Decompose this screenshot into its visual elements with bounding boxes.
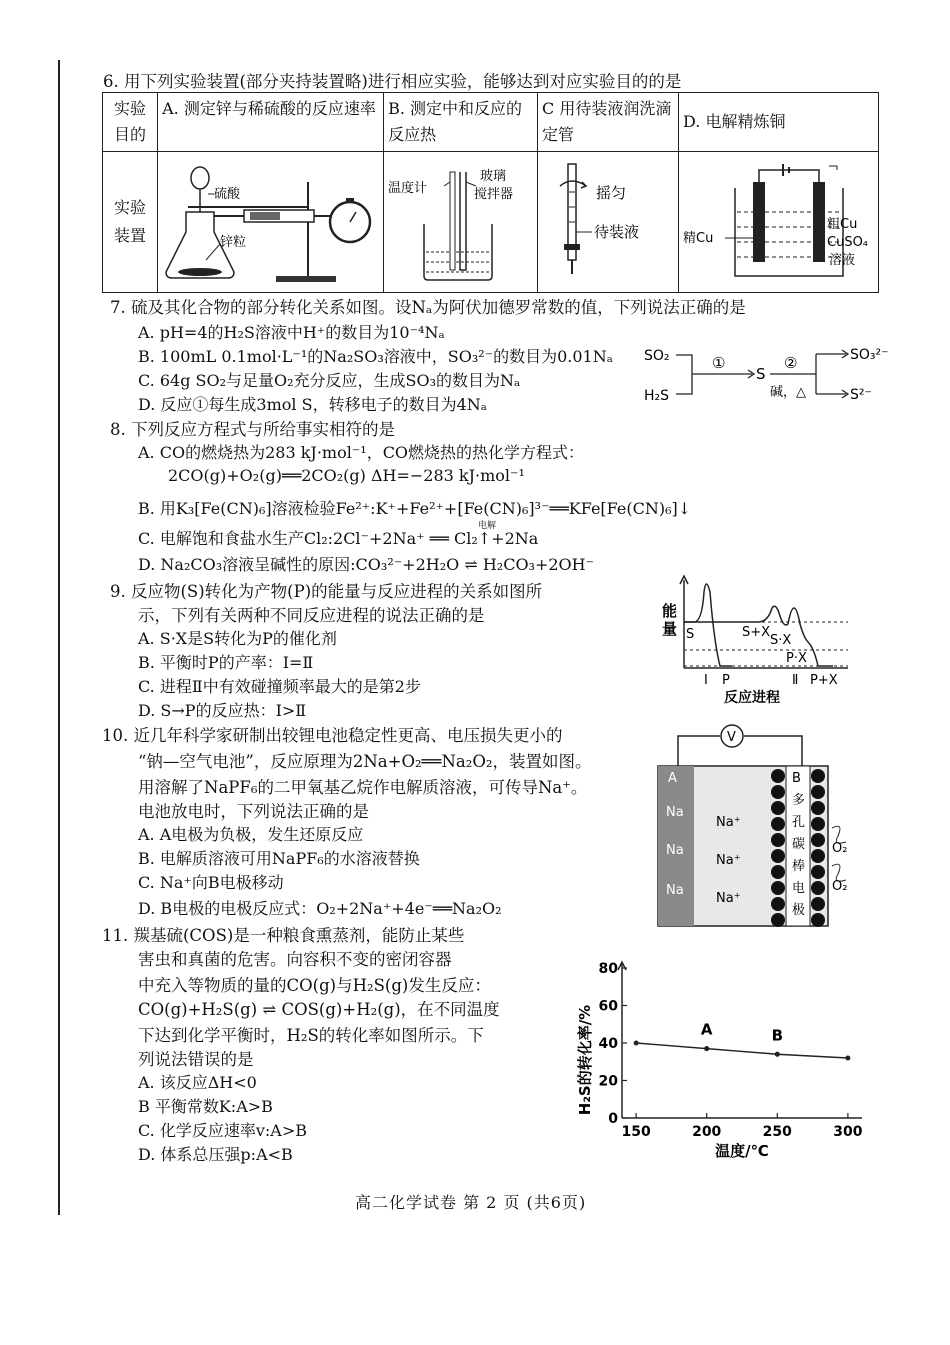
q7-option-a: A. pH=4的H₂S溶液中H⁺的数目为10⁻⁴Nₐ (138, 323, 445, 342)
row-purpose-label: 实验 目的 (103, 93, 158, 152)
q9-i: Ⅰ (704, 673, 708, 688)
fig-c (538, 152, 679, 293)
q11-line-6: 列说法错误的是 (138, 1050, 254, 1069)
q11-option-d: D. 体系总压强p:A<B (138, 1145, 293, 1164)
q11-option-b: B 平衡常数K:A>B (138, 1097, 273, 1116)
chart-data-point (845, 1056, 850, 1061)
q8-option-b: B. 用K₃[Fe(CN)₆]溶液检验Fe²⁺:K⁺+Fe²⁺+[Fe(CN)₆]³⁻══KFe[Fe(CN)₆]↓ (138, 499, 692, 518)
q8-option-d: D. Na₂CO₃溶液呈碱性的原因:CO₃²⁻+2H₂O ⇌ H₂CO₃+2OH⁻ (138, 555, 595, 574)
fig-a (158, 152, 384, 293)
fig-d-pure-label: 精Cu (683, 231, 714, 246)
q10-option-c: C. Na⁺向B电极移动 (138, 873, 284, 892)
q9-p: P (722, 673, 730, 688)
fig-b-stir-label-1: 玻璃 (480, 169, 507, 184)
q9-stem-2: 示，下列有关两种不同反应进程的说法正确的是 (138, 606, 485, 625)
q7-so3: SO₃²⁻ (850, 347, 889, 363)
fig-d (679, 152, 879, 293)
q9-energy-diagram (658, 572, 858, 712)
q7-option-c: C. 64g SO₂与足量O₂充分反应，生成SO₃的数目为Nₐ (138, 371, 521, 390)
q9-option-c: C. 进程Ⅱ中有效碰撞频率最大的是第2步 (138, 677, 421, 696)
fig-d-apparatus (679, 152, 877, 288)
chart-xtick-label: 150 (621, 1124, 651, 1140)
q10-b-char-0: B (792, 771, 801, 786)
q7-s2: S²⁻ (850, 387, 872, 403)
q8-option-c-cond: 电解 (478, 521, 497, 531)
q11-line-5: 下达到化学平衡时，H₂S的转化率如图所示。下 (138, 1026, 484, 1045)
chart-point-label: A (700, 1020, 713, 1039)
chart-xtick-label: 250 (762, 1124, 792, 1140)
chart-ytick-label: 40 (598, 1036, 618, 1052)
q9-ylabel-1: 能 (662, 602, 678, 620)
q9-option-a: A. S·X是S转化为P的催化剂 (138, 629, 337, 648)
q10-naion-2: Na⁺ (716, 853, 741, 868)
q9-px: P+X (810, 673, 838, 688)
q10-b-char-4: 棒 (792, 859, 806, 874)
purpose-a: A. 测定锌与稀硫酸的反应速率 (158, 93, 384, 152)
q10-o2-2: O₂ (832, 879, 848, 894)
q10-line-2: “钠—空气电池”，反应原理为2Na+O₂══Na₂O₂，装置如图。 (138, 752, 592, 771)
q9-xlabel: 反应进程 (724, 690, 780, 706)
chart-ytick-label: 60 (598, 998, 618, 1015)
q11-option-c: C. 化学反应速率v:A>B (138, 1121, 307, 1140)
row-device-label: 实验 装置 (103, 152, 158, 293)
fig-d-crude-label: 粗Cu (827, 217, 858, 232)
q8-option-c: C. 电解饱和食盐水生产Cl₂:2Cl⁻+2Na⁺ ══ Cl₂↑+2Na (138, 529, 539, 548)
q7-step1: ① (712, 354, 726, 372)
q10-voltmeter: V (727, 730, 736, 745)
q8-stem: 8. 下列反应方程式与所给事实相符的是 (110, 420, 395, 439)
purpose-d: D. 电解精炼铜 (679, 93, 879, 152)
fig-b-stir-label-2: 搅拌器 (474, 187, 514, 202)
chart-ylabel: H₂S的转化率/% (576, 1004, 594, 1116)
q10-line-1: 10. 近几年科学家研制出较锂电池稳定性更高、电压损失更小的 (102, 726, 563, 745)
q7-h2s: H₂S (644, 388, 670, 404)
purpose-b: B. 测定中和反应的反应热 (384, 93, 538, 152)
fig-a-zinc-label: 锌粒 (220, 235, 247, 250)
q8-option-a-eq: 2CO(g)+O₂(g)══2CO₂(g) ΔH=−283 kJ·mol⁻¹ (168, 466, 525, 485)
chart-ytick-label: 80 (598, 961, 618, 977)
q7-option-d: D. 反应①每生成3mol S，转移电子的数目为4Nₐ (138, 395, 487, 414)
q9-option-b: B. 平衡时P的产率：Ⅰ=Ⅱ (138, 653, 314, 672)
fig-c-liquid-label: 待装液 (594, 223, 640, 241)
fig-b-thermo-label: 温度计 (388, 181, 428, 196)
chart-xtick-label: 300 (833, 1124, 863, 1140)
q10-b-char-6: 极 (792, 903, 806, 918)
q10-option-a: A. A电极为负极，发生还原反应 (138, 825, 364, 844)
q11-line-1: 11. 羰基硫(COS)是一种粮食熏蒸剂，能防止某些 (102, 926, 465, 945)
q10-line-3: 用溶解了NaPF₆的二甲氧基乙烷作电解质溶液，可传导Na⁺。 (138, 778, 588, 797)
fig-a-acid-label: 硫酸 (214, 187, 241, 202)
q9-option-d: D. S→P的反应热：Ⅰ>Ⅱ (138, 701, 307, 720)
q9-s: S (686, 627, 695, 642)
q10-b-char-1: 多 (792, 793, 806, 808)
chart-ytick-label: 0 (608, 1111, 618, 1127)
q6-table (102, 92, 879, 293)
q11-line-3: 中充入等物质的量的CO(g)与H₂S(g)发生反应： (138, 976, 491, 995)
q7-stem: 7. 硫及其化合物的部分转化关系如图。设Nₐ为阿伏加德罗常数的值，下列说法正确的是 (110, 298, 746, 317)
fig-c-apparatus (538, 152, 677, 288)
q10-o2-1: O₂ (832, 841, 848, 856)
fig-b (384, 152, 538, 293)
chart-ytick-label: 20 (598, 1073, 618, 1090)
q10-option-b: B. 电解质溶液可用NaPF₆的水溶液替换 (138, 849, 420, 868)
q10-electrode-a: A (668, 771, 677, 786)
q10-b-char-3: 碳 (792, 837, 806, 852)
q10-naion-3: Na⁺ (716, 891, 741, 906)
chart-marked-point (704, 1046, 709, 1051)
q7-option-b: B. 100mL 0.1mol·L⁻¹的Na₂SO₃溶液中，SO₃²⁻的数目为0.01Nₐ (138, 347, 613, 366)
fig-d-salt-label: CuSO₄ (827, 235, 869, 250)
q9-pdotx: P·X (786, 651, 807, 666)
q7-so2: SO₂ (644, 348, 670, 364)
fig-c-shake-label: 摇匀 (596, 184, 627, 202)
chart-point-label: B (771, 1026, 784, 1045)
fig-a-apparatus (158, 152, 382, 288)
q9-sdotx: S·X (770, 633, 792, 648)
q11-line-2: 害虫和真菌的危害。向容积不变的密闭容器 (138, 950, 452, 969)
q9-ii: Ⅱ (792, 673, 799, 688)
q7-diagram (640, 338, 890, 408)
page-footer: 高二化学试卷 第 2 页 (共6页) (355, 1193, 587, 1212)
q10-battery-diagram (652, 724, 862, 932)
chart-marked-point (775, 1052, 780, 1057)
q8-option-a: A. CO的燃烧热为283 kJ·mol⁻¹，CO燃烧热的热化学方程式： (138, 443, 585, 462)
q9-stem-1: 9. 反应物(S)转化为产物(P)的能量与反应进程的关系如图所 (110, 582, 543, 601)
purpose-c: C 用待装液润洗滴定管 (538, 93, 679, 152)
q7-s: S (756, 365, 766, 383)
chart-series-line (636, 1043, 848, 1058)
q6-stem: 6. 用下列实验装置(部分夹持装置略)进行相应实验，能够达到对应实验目的的是 (103, 72, 682, 91)
q9-sx: S+X (742, 625, 771, 640)
q7-step2: ② (784, 354, 798, 372)
q11-option-a: A. 该反应ΔH<0 (138, 1073, 257, 1092)
q11-line-4: CO(g)+H₂S(g) ⇌ COS(g)+H₂(g)，在不同温度 (138, 1000, 500, 1019)
q10-na-2: Na (666, 843, 684, 858)
q10-b-char-5: 电 (792, 881, 806, 896)
q10-na-3: Na (666, 883, 684, 898)
margin-line (58, 60, 60, 1215)
chart-data-point (634, 1041, 639, 1046)
q10-line-4: 电池放电时，下列说法正确的是 (138, 802, 369, 821)
chart-xtick-label: 200 (692, 1124, 722, 1140)
chart-xlabel: 温度/℃ (715, 1142, 769, 1160)
q10-option-d: D. B电极的电极反应式：O₂+2Na⁺+4e⁻══Na₂O₂ (138, 899, 502, 918)
fig-d-sol-label: 溶液 (829, 253, 856, 268)
q10-naion-1: Na⁺ (716, 815, 741, 830)
fig-b-apparatus (384, 152, 536, 288)
q7-cond: 碱，△ (770, 385, 806, 400)
q11-chart (572, 960, 872, 1160)
q10-b-char-2: 孔 (792, 815, 806, 830)
q9-ylabel-2: 量 (662, 620, 678, 638)
q10-na-1: Na (666, 805, 684, 820)
